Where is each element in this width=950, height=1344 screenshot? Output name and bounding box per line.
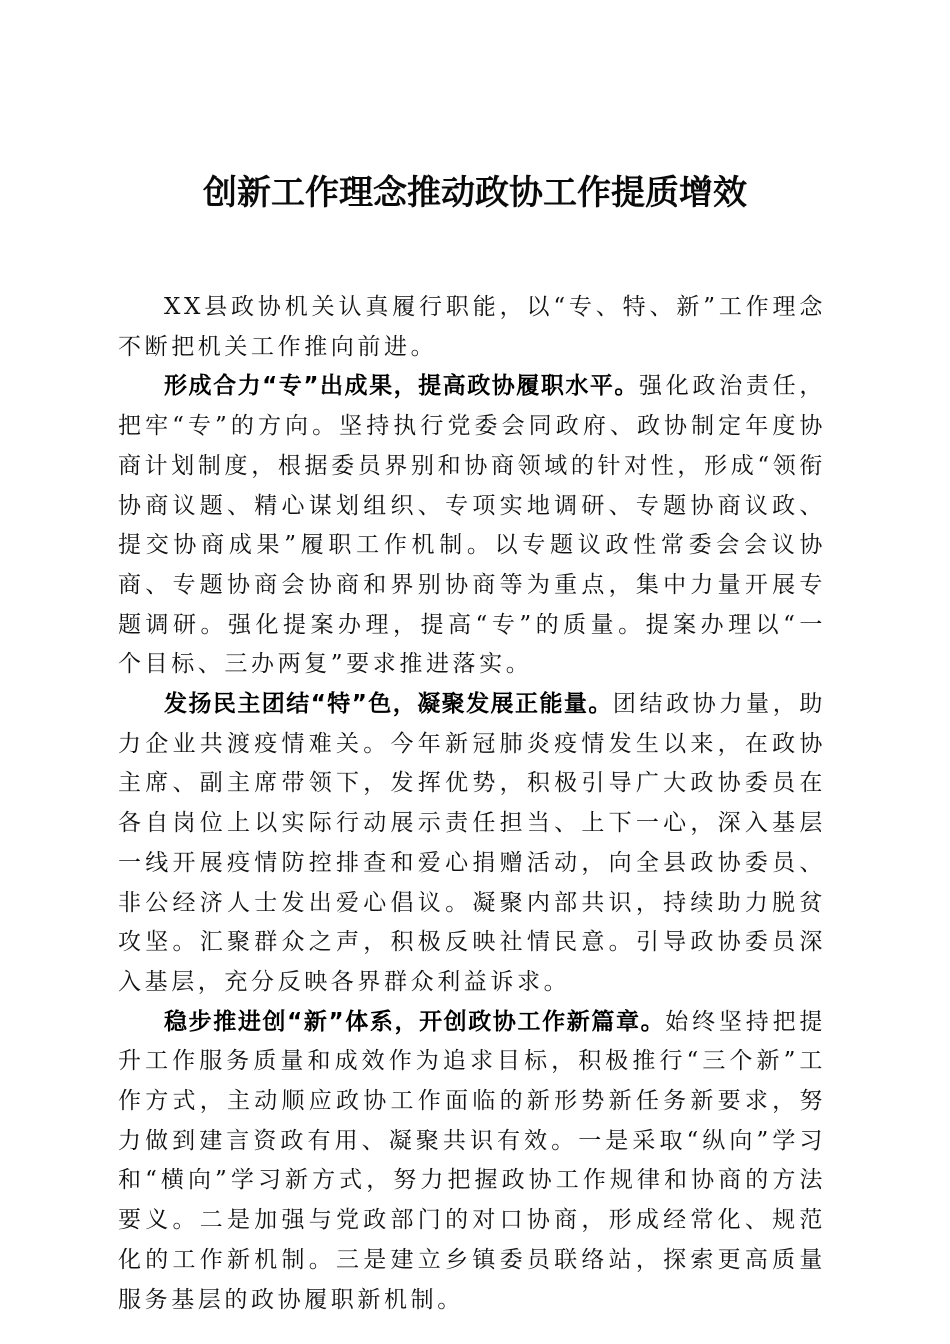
section-paragraph-1 xyxy=(118,367,826,685)
section-paragraph-3 xyxy=(118,1003,826,1321)
section-lead-2: 发扬民主团结“特”色，凝聚发展正能量。 xyxy=(164,691,613,718)
section-text-3: 始终坚持把提升工作服务质量和成效作为追求目标，积极推行“三个新”工作方式，主动顺应政协工作面临的新形势新任务新要求，努力做到建言资政有用、凝聚共识有效。一是采取“纵向”学习和“横向”学习新方式，努力把握政协工作规律和协商的方法要义。二是加强与党政部门的对口协商，形成经常化、规范化的工作新机制。三是建立乡镇委员联络站，探索更高质量服务基层的政协履职新机制。 xyxy=(118,1008,826,1313)
section-text-1: 强化政治责任，把牢“专”的方向。坚持执行党委会同政府、政协制定年度协商计划制度，根据委员界别和协商领域的针对性，形成“领衔协商议题、精心谋划组织、专项实地调研、专题协商议政、提交协商成果”履职工作机制。以专题议政性常委会会议协商、专题协商会协商和界别协商等为重点，集中力量开展专题调研。强化提案办理，提高“专”的质量。提案办理以“一个目标、三办两复”要求推进落实。 xyxy=(118,373,827,678)
section-text-2: 团结政协力量，助力企业共渡疫情难关。今年新冠肺炎疫情发生以来，在政协主席、副主席带领下，发挥优势，积极引导广大政协委员在各自岗位上以实际行动展示责任担当、上下一心，深入基层一线开展疫情防控排查和爱心捐赠活动，向全县政协委员、非公经济人士发出爱心倡议。凝聚内部共识，持续助力脱贫攻坚。汇聚群众之声，积极反映社情民意。引导政协委员深入基层，充分反映各界群众利益诉求。 xyxy=(118,691,826,995)
section-lead-1: 形成合力“专”出成果，提高政协履职水平。 xyxy=(164,373,639,400)
document-title: 创新工作理念推动政协工作提质增效 xyxy=(203,173,747,213)
document-body xyxy=(118,288,826,1320)
section-lead-3: 稳步推进创“新”体系，开创政协工作新篇章。 xyxy=(164,1008,666,1035)
intro-paragraph: XX县政协机关认真履行职能，以“专、特、新”工作理念不断把机关工作推向前进。 xyxy=(118,294,826,360)
section-paragraph-2 xyxy=(118,685,826,1003)
